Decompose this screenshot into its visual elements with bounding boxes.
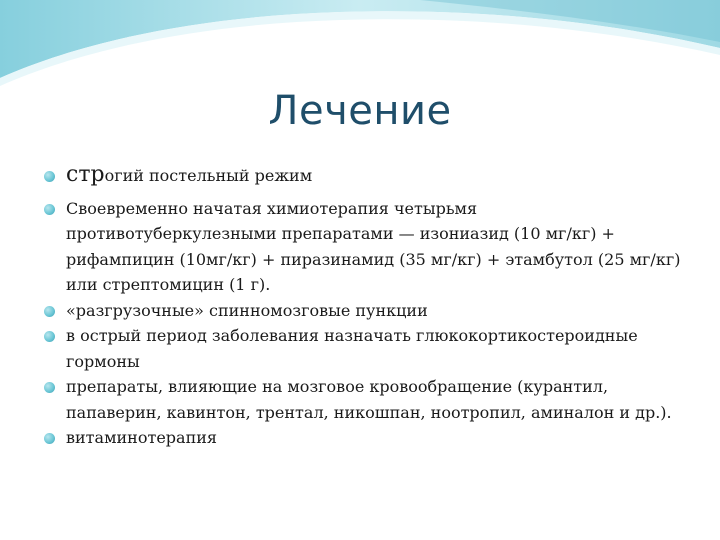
bullet-text: Своевременно начатая химиотерапия четырьмя противотуберкулезными препаратами — изониазид (10 мг/кг) + рифампицин (10мг/кг) + пиразинамид (35 мг/кг) + этамбутол (25 мг/кг) или стрептомицин (1 г). (66, 198, 681, 294)
header-wave-decoration (0, 0, 720, 90)
bullet-list (44, 162, 684, 451)
bullet-text: «разгрузочные» спинномозговые пункции (66, 300, 428, 320)
bullet-icon (44, 204, 55, 215)
slide-title-text: Лечение (268, 88, 452, 134)
bullet-text: огий постельный режим (104, 166, 313, 185)
bullet-icon (44, 331, 55, 342)
bullet-text: витаминотерапия (66, 428, 217, 447)
bullet-item (44, 425, 684, 451)
bullet-item (44, 323, 684, 374)
bullet-lead-text: стр (66, 162, 105, 187)
bullet-item (44, 162, 684, 189)
bullet-icon (44, 171, 55, 182)
bullet-text: в острый период заболевания назначать глюкокортикостероидные гормоны (66, 326, 638, 371)
bullet-icon (44, 433, 55, 444)
bullet-item (44, 298, 684, 324)
bullet-icon (44, 306, 55, 317)
bullet-item (44, 196, 684, 298)
bullet-icon (44, 382, 55, 393)
slide-title (0, 88, 720, 134)
bullet-item (44, 374, 684, 425)
bullet-text: препараты, влияющие на мозговое кровообращение (курантил, папаверин, кавинтон, трентал, никошпан, ноотропил, аминалон и др.). (66, 377, 672, 422)
